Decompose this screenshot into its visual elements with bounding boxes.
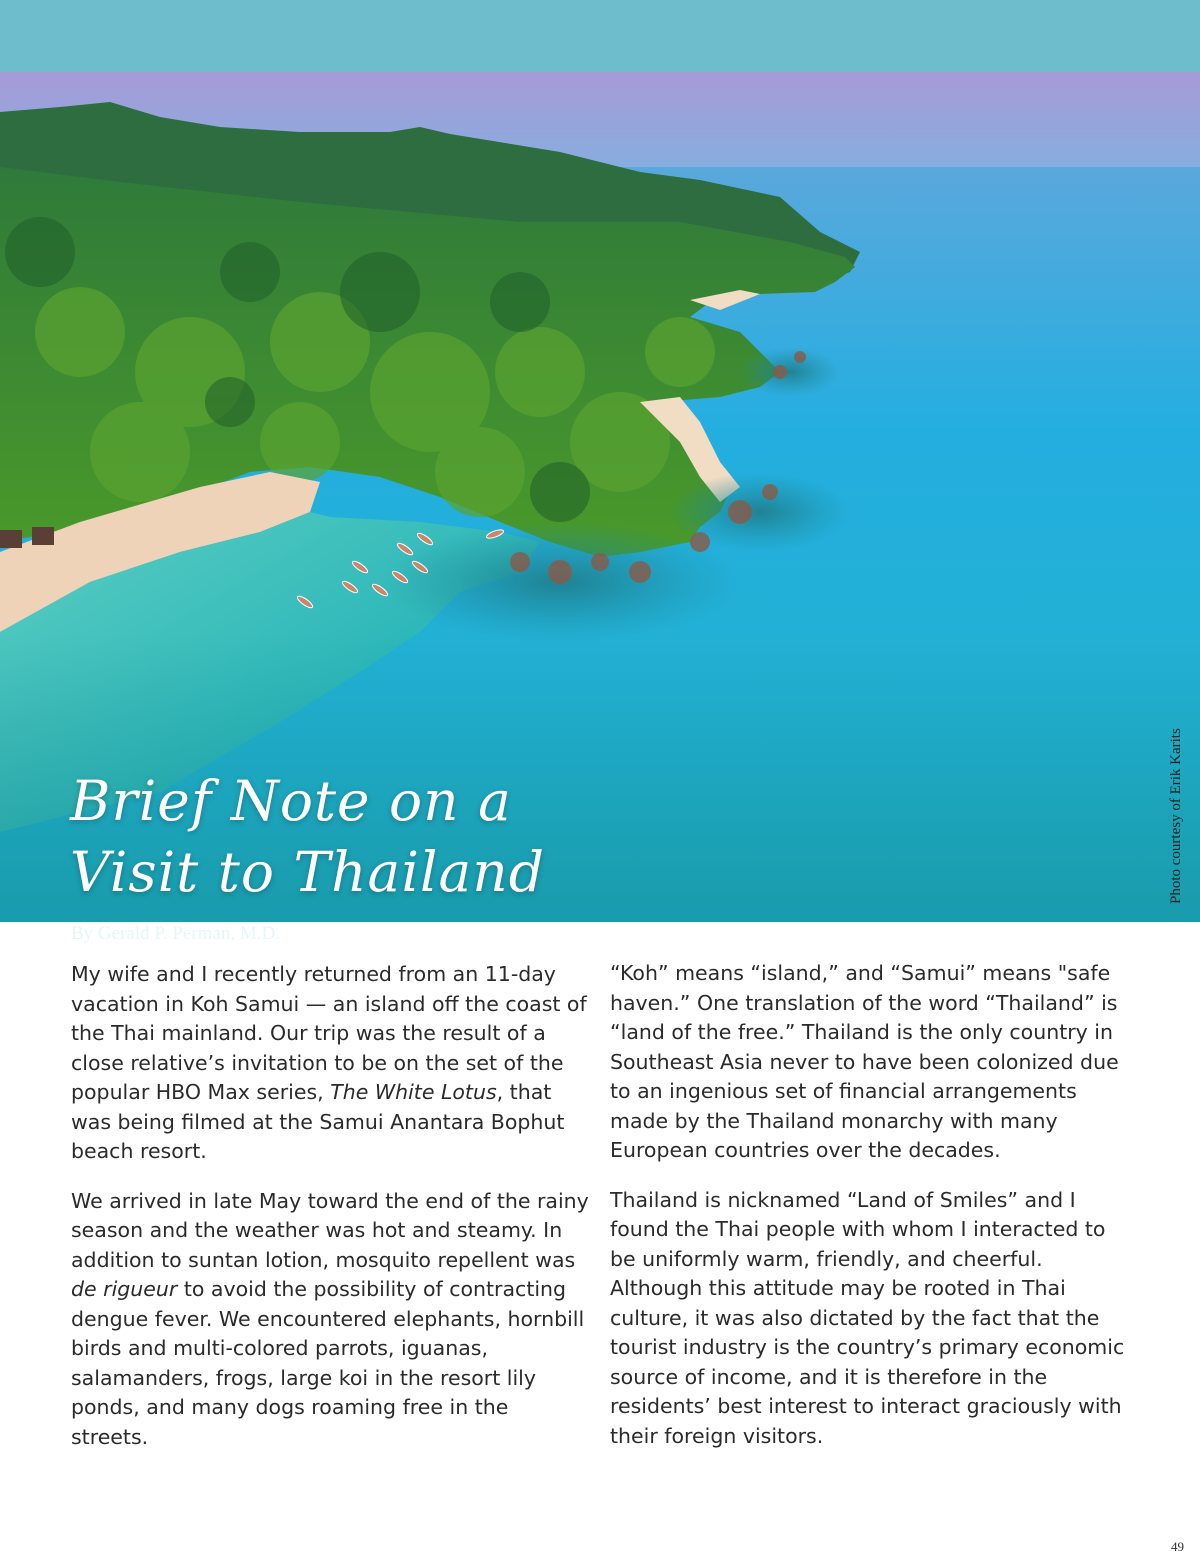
paragraph: We arrived in late May toward the end of the rainy season and the weather was hot and steamy. In addition to suntan lotion, mosquito repellent was de rigueur to avoid the possibility of contracting dengue fever. We encountered elephants, hornbill birds and multi-colored parrots, iguanas, salamanders, frogs, large koi in the resort lily ponds, and many dogs roaming free in the streets. (71, 1188, 589, 1449)
hero-photo (0, 72, 1200, 944)
show-title: The White Lotus (330, 1080, 497, 1104)
article-column-right (610, 959, 1130, 1471)
article-title-line-2: Visit to Thailand (70, 840, 545, 904)
paragraph: My wife and I recently returned from an 11-day vacation in Koh Samui — an island off the coast of the Thai mainland. Our trip was the result of a close relative’s invitation to be on the set of the popular HBO Max series, The White Lotus, that was being filmed at the Samui Anantara Bophut beach resort. (71, 962, 587, 1163)
italic-phrase: de rigueur (71, 1277, 178, 1301)
photo-credit: Photo courtesy of Erik Karits (1168, 728, 1184, 904)
article-title (70, 766, 690, 908)
top-color-band (0, 0, 1200, 72)
article-title-line-1: Brief Note on a (70, 769, 512, 833)
paragraph: “Koh” means “island,” and “Samui” means "safe haven.” One translation of the word “Thailand” is “land of the free.” Thailand is the only country in Southeast Asia never to have been colonized due to an ingenious set of financial arrangements made by the Thailand monarchy with many European countries over the decades. (610, 961, 1119, 1162)
paragraph: Thailand is nicknamed “Land of Smiles” and I found the Thai people with whom I interacted to be uniformly warm, friendly, and cheerful. Although this attitude may be rooted in Thai culture, it was also dictated by the fact that the tourist industry is the country’s primary economic source of income, and it is therefore in the residents’ best interest to interact graciously with their foreign visitors. (610, 1187, 1125, 1448)
page-number: 49 (1171, 1539, 1184, 1554)
author-byline: By Gerald P. Perman, M.D. (71, 923, 280, 944)
article-column-left (71, 960, 591, 1472)
